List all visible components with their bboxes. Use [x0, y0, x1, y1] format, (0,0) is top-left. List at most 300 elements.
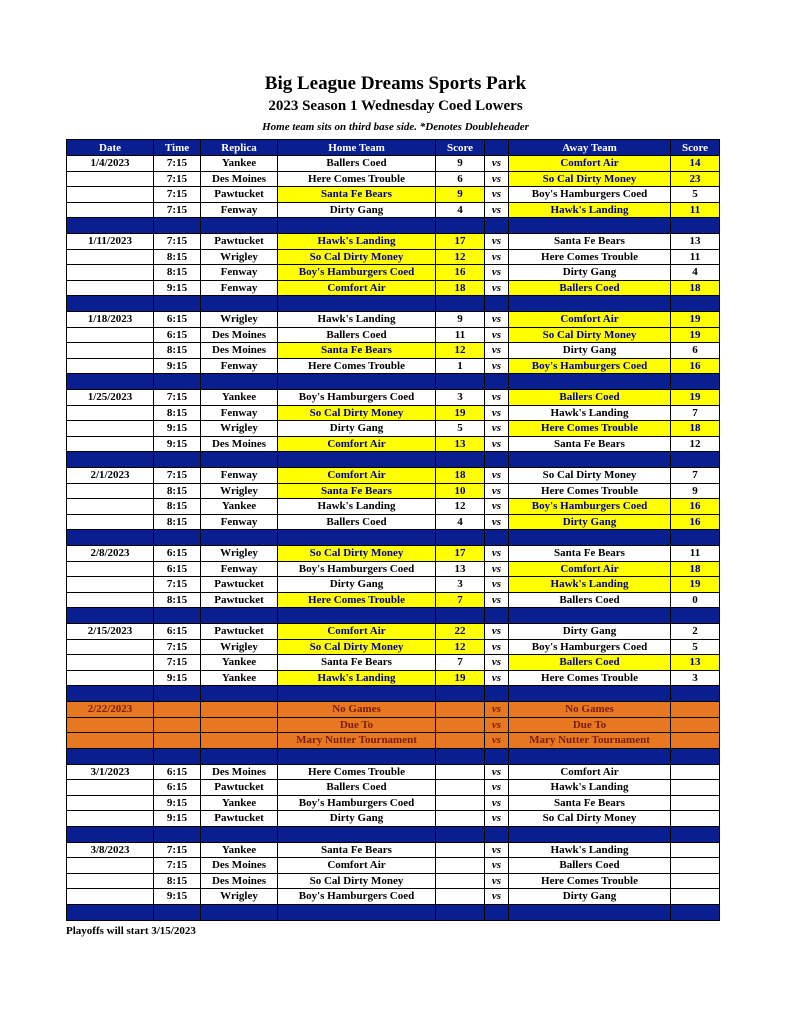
vs-label: vs	[485, 764, 509, 780]
week-separator	[67, 374, 720, 390]
home-score: 12	[436, 343, 485, 359]
game-time: 8:15	[154, 265, 201, 281]
away-score: 18	[671, 561, 720, 577]
game-date	[67, 858, 154, 874]
away-team: Dirty Gang	[509, 265, 671, 281]
home-team: Here Comes Trouble	[278, 764, 436, 780]
vs-label: vs	[485, 327, 509, 343]
home-team: Here Comes Trouble	[278, 592, 436, 608]
game-time: 6:15	[154, 546, 201, 562]
home-score: 12	[436, 499, 485, 515]
separator-cell	[509, 218, 671, 234]
game-date: 2/22/2023	[67, 702, 154, 718]
home-score	[436, 889, 485, 905]
game-time: 9:15	[154, 670, 201, 686]
game-field: Yankee	[201, 670, 278, 686]
schedule-table	[66, 139, 720, 921]
game-row	[67, 436, 720, 452]
game-row	[67, 717, 720, 733]
vs-label: vs	[485, 702, 509, 718]
away-team: Dirty Gang	[509, 624, 671, 640]
away-team: Here Comes Trouble	[509, 483, 671, 499]
vs-label: vs	[485, 624, 509, 640]
home-team: Ballers Coed	[278, 327, 436, 343]
game-time: 7:15	[154, 202, 201, 218]
away-score: 14	[671, 156, 720, 172]
game-field: Des Moines	[201, 858, 278, 874]
away-score: 11	[671, 546, 720, 562]
game-date	[67, 280, 154, 296]
vs-label: vs	[485, 670, 509, 686]
game-field: Pawtucket	[201, 577, 278, 593]
col-header-away-score: Score	[671, 140, 720, 156]
home-score	[436, 702, 485, 718]
away-score: 6	[671, 343, 720, 359]
home-team: Ballers Coed	[278, 514, 436, 530]
game-row	[67, 780, 720, 796]
home-team: So Cal Dirty Money	[278, 546, 436, 562]
home-score: 4	[436, 202, 485, 218]
game-row	[67, 561, 720, 577]
home-team: So Cal Dirty Money	[278, 639, 436, 655]
home-score: 9	[436, 187, 485, 203]
game-time: 8:15	[154, 873, 201, 889]
home-team: Santa Fe Bears	[278, 343, 436, 359]
away-score: 19	[671, 577, 720, 593]
game-field: Des Moines	[201, 343, 278, 359]
home-team: Hawk's Landing	[278, 312, 436, 328]
game-field: Fenway	[201, 468, 278, 484]
separator-cell	[201, 826, 278, 842]
home-team: So Cal Dirty Money	[278, 249, 436, 265]
home-score: 13	[436, 561, 485, 577]
game-row	[67, 514, 720, 530]
col-header-time: Time	[154, 140, 201, 156]
game-date	[67, 639, 154, 655]
vs-label: vs	[485, 639, 509, 655]
game-time: 8:15	[154, 592, 201, 608]
vs-label: vs	[485, 358, 509, 374]
vs-label: vs	[485, 780, 509, 796]
game-row	[67, 655, 720, 671]
game-row	[67, 202, 720, 218]
week-separator	[67, 686, 720, 702]
away-score	[671, 873, 720, 889]
home-score: 12	[436, 249, 485, 265]
away-team: Santa Fe Bears	[509, 234, 671, 250]
game-field: Yankee	[201, 499, 278, 515]
vs-label: vs	[485, 655, 509, 671]
away-score	[671, 795, 720, 811]
separator-cell	[67, 748, 154, 764]
separator-cell	[509, 374, 671, 390]
separator-cell	[278, 748, 436, 764]
col-header-date: Date	[67, 140, 154, 156]
vs-label: vs	[485, 187, 509, 203]
separator-cell	[154, 218, 201, 234]
game-row	[67, 670, 720, 686]
separator-cell	[509, 296, 671, 312]
away-team: Comfort Air	[509, 561, 671, 577]
separator-cell	[154, 296, 201, 312]
game-date	[67, 780, 154, 796]
game-time: 6:15	[154, 764, 201, 780]
separator-cell	[67, 374, 154, 390]
vs-label: vs	[485, 795, 509, 811]
game-time: 7:15	[154, 156, 201, 172]
separator-cell	[201, 452, 278, 468]
game-field: Fenway	[201, 280, 278, 296]
away-score: 19	[671, 390, 720, 406]
game-time: 7:15	[154, 655, 201, 671]
home-score: 9	[436, 312, 485, 328]
separator-cell	[671, 374, 720, 390]
separator-cell	[509, 686, 671, 702]
game-row	[67, 702, 720, 718]
vs-label: vs	[485, 546, 509, 562]
game-time: 9:15	[154, 436, 201, 452]
game-row	[67, 592, 720, 608]
home-score: 17	[436, 546, 485, 562]
separator-cell	[201, 374, 278, 390]
game-time: 8:15	[154, 499, 201, 515]
game-row	[67, 639, 720, 655]
game-row	[67, 483, 720, 499]
separator-cell	[436, 686, 485, 702]
col-header-vs	[485, 140, 509, 156]
game-field	[201, 702, 278, 718]
separator-cell	[278, 218, 436, 234]
separator-cell	[671, 452, 720, 468]
separator-cell	[201, 218, 278, 234]
game-time: 8:15	[154, 249, 201, 265]
vs-label: vs	[485, 733, 509, 749]
week-separator	[67, 452, 720, 468]
game-date	[67, 577, 154, 593]
home-score: 1	[436, 358, 485, 374]
vs-label: vs	[485, 514, 509, 530]
home-team: Santa Fe Bears	[278, 483, 436, 499]
vs-label: vs	[485, 499, 509, 515]
home-score: 11	[436, 327, 485, 343]
game-row	[67, 171, 720, 187]
game-date	[67, 249, 154, 265]
separator-cell	[154, 608, 201, 624]
schedule-body	[67, 156, 720, 921]
separator-cell	[485, 904, 509, 920]
game-field: Fenway	[201, 202, 278, 218]
vs-label: vs	[485, 889, 509, 905]
separator-cell	[509, 452, 671, 468]
separator-cell	[278, 296, 436, 312]
away-team: Hawk's Landing	[509, 405, 671, 421]
separator-cell	[201, 530, 278, 546]
home-team: Boy's Hamburgers Coed	[278, 265, 436, 281]
game-date	[67, 795, 154, 811]
separator-cell	[201, 608, 278, 624]
col-header-home-team: Home Team	[278, 140, 436, 156]
away-team: Due To	[509, 717, 671, 733]
away-score	[671, 889, 720, 905]
home-team: Santa Fe Bears	[278, 655, 436, 671]
game-field: Wrigley	[201, 546, 278, 562]
game-date	[67, 592, 154, 608]
week-separator	[67, 826, 720, 842]
game-time: 6:15	[154, 780, 201, 796]
home-team: Hawk's Landing	[278, 234, 436, 250]
away-score: 12	[671, 436, 720, 452]
home-team: Dirty Gang	[278, 577, 436, 593]
col-header-away-team: Away Team	[509, 140, 671, 156]
away-score	[671, 842, 720, 858]
vs-label: vs	[485, 842, 509, 858]
vs-label: vs	[485, 421, 509, 437]
game-field: Pawtucket	[201, 811, 278, 827]
game-date: 1/11/2023	[67, 234, 154, 250]
game-field: Des Moines	[201, 764, 278, 780]
game-date: 3/1/2023	[67, 764, 154, 780]
away-score: 16	[671, 514, 720, 530]
game-date	[67, 499, 154, 515]
game-field	[201, 733, 278, 749]
away-team: Boy's Hamburgers Coed	[509, 639, 671, 655]
game-time: 9:15	[154, 795, 201, 811]
game-field: Des Moines	[201, 436, 278, 452]
home-score: 3	[436, 577, 485, 593]
vs-label: vs	[485, 858, 509, 874]
away-score	[671, 811, 720, 827]
home-score: 19	[436, 670, 485, 686]
game-date: 1/4/2023	[67, 156, 154, 172]
game-row	[67, 265, 720, 281]
away-score: 7	[671, 468, 720, 484]
game-date	[67, 733, 154, 749]
separator-cell	[278, 374, 436, 390]
game-date	[67, 187, 154, 203]
separator-cell	[67, 904, 154, 920]
separator-cell	[509, 748, 671, 764]
separator-cell	[485, 748, 509, 764]
game-date	[67, 327, 154, 343]
game-date	[67, 514, 154, 530]
home-score: 3	[436, 390, 485, 406]
game-row	[67, 312, 720, 328]
game-date	[67, 358, 154, 374]
away-team: So Cal Dirty Money	[509, 327, 671, 343]
away-score: 9	[671, 483, 720, 499]
away-score: 11	[671, 202, 720, 218]
separator-cell	[485, 608, 509, 624]
game-row	[67, 280, 720, 296]
game-field: Pawtucket	[201, 780, 278, 796]
week-separator	[67, 296, 720, 312]
separator-cell	[671, 748, 720, 764]
game-row	[67, 405, 720, 421]
game-field: Wrigley	[201, 312, 278, 328]
away-score: 16	[671, 358, 720, 374]
away-team: Dirty Gang	[509, 514, 671, 530]
vs-label: vs	[485, 280, 509, 296]
away-team: Ballers Coed	[509, 655, 671, 671]
separator-cell	[278, 826, 436, 842]
game-field: Fenway	[201, 514, 278, 530]
away-team: Ballers Coed	[509, 280, 671, 296]
home-score	[436, 780, 485, 796]
home-score: 5	[436, 421, 485, 437]
game-row	[67, 873, 720, 889]
home-score	[436, 842, 485, 858]
game-date: 1/25/2023	[67, 390, 154, 406]
home-team: Ballers Coed	[278, 780, 436, 796]
away-score: 13	[671, 234, 720, 250]
game-field: Pawtucket	[201, 187, 278, 203]
separator-cell	[671, 826, 720, 842]
vs-label: vs	[485, 343, 509, 359]
separator-cell	[67, 218, 154, 234]
game-row	[67, 889, 720, 905]
week-separator	[67, 608, 720, 624]
vs-label: vs	[485, 561, 509, 577]
game-field: Yankee	[201, 842, 278, 858]
home-team: Dirty Gang	[278, 202, 436, 218]
separator-cell	[436, 608, 485, 624]
game-date	[67, 265, 154, 281]
home-score: 17	[436, 234, 485, 250]
separator-cell	[201, 748, 278, 764]
away-team: So Cal Dirty Money	[509, 811, 671, 827]
separator-cell	[485, 686, 509, 702]
game-date: 2/1/2023	[67, 468, 154, 484]
away-score: 18	[671, 421, 720, 437]
separator-cell	[67, 686, 154, 702]
game-row	[67, 858, 720, 874]
game-date: 3/8/2023	[67, 842, 154, 858]
game-time: 6:15	[154, 327, 201, 343]
home-team: Boy's Hamburgers Coed	[278, 889, 436, 905]
away-score: 0	[671, 592, 720, 608]
game-row	[67, 234, 720, 250]
game-date	[67, 483, 154, 499]
home-score: 13	[436, 436, 485, 452]
game-time: 9:15	[154, 280, 201, 296]
away-score: 13	[671, 655, 720, 671]
separator-cell	[154, 826, 201, 842]
away-score	[671, 702, 720, 718]
game-field: Wrigley	[201, 483, 278, 499]
away-team: So Cal Dirty Money	[509, 171, 671, 187]
home-score	[436, 764, 485, 780]
game-time: 8:15	[154, 405, 201, 421]
separator-cell	[485, 530, 509, 546]
home-score	[436, 795, 485, 811]
home-score: 12	[436, 639, 485, 655]
separator-cell	[278, 452, 436, 468]
game-time: 6:15	[154, 312, 201, 328]
home-score: 10	[436, 483, 485, 499]
separator-cell	[67, 826, 154, 842]
game-date	[67, 343, 154, 359]
game-field: Fenway	[201, 405, 278, 421]
vs-label: vs	[485, 156, 509, 172]
schedule-note: Home team sits on third base side. *Denotes Doubleheader	[262, 121, 529, 133]
game-time: 7:15	[154, 842, 201, 858]
game-time: 9:15	[154, 889, 201, 905]
game-field: Fenway	[201, 358, 278, 374]
game-field: Wrigley	[201, 889, 278, 905]
home-score: 18	[436, 468, 485, 484]
home-score: 19	[436, 405, 485, 421]
away-team: Santa Fe Bears	[509, 546, 671, 562]
game-field: Des Moines	[201, 171, 278, 187]
game-row	[67, 795, 720, 811]
home-score: 18	[436, 280, 485, 296]
away-team: Here Comes Trouble	[509, 421, 671, 437]
game-field: Pawtucket	[201, 592, 278, 608]
vs-label: vs	[485, 390, 509, 406]
game-time	[154, 733, 201, 749]
game-date: 2/15/2023	[67, 624, 154, 640]
home-score	[436, 717, 485, 733]
page-subtitle: 2023 Season 1 Wednesday Coed Lowers	[268, 98, 523, 114]
game-row	[67, 358, 720, 374]
away-team: Comfort Air	[509, 764, 671, 780]
vs-label: vs	[485, 873, 509, 889]
game-date	[67, 561, 154, 577]
vs-label: vs	[485, 265, 509, 281]
separator-cell	[671, 608, 720, 624]
separator-cell	[201, 904, 278, 920]
playoffs-footer: Playoffs will start 3/15/2023	[66, 925, 196, 937]
game-date	[67, 171, 154, 187]
home-team: Comfort Air	[278, 436, 436, 452]
home-team: Boy's Hamburgers Coed	[278, 795, 436, 811]
home-score	[436, 733, 485, 749]
away-score: 7	[671, 405, 720, 421]
home-team: Dirty Gang	[278, 421, 436, 437]
game-time: 7:15	[154, 187, 201, 203]
home-score: 16	[436, 265, 485, 281]
game-field: Wrigley	[201, 639, 278, 655]
away-team: Ballers Coed	[509, 390, 671, 406]
week-separator	[67, 530, 720, 546]
home-team: Boy's Hamburgers Coed	[278, 390, 436, 406]
home-team: Comfort Air	[278, 468, 436, 484]
vs-label: vs	[485, 592, 509, 608]
separator-cell	[509, 904, 671, 920]
separator-cell	[436, 748, 485, 764]
separator-cell	[67, 530, 154, 546]
away-score	[671, 858, 720, 874]
home-team: Due To	[278, 717, 436, 733]
away-team: Dirty Gang	[509, 889, 671, 905]
away-score: 2	[671, 624, 720, 640]
game-time: 9:15	[154, 358, 201, 374]
vs-label: vs	[485, 811, 509, 827]
separator-cell	[436, 296, 485, 312]
game-row	[67, 187, 720, 203]
game-time: 6:15	[154, 624, 201, 640]
game-date	[67, 202, 154, 218]
col-header-replica: Replica	[201, 140, 278, 156]
game-field: Yankee	[201, 390, 278, 406]
away-score: 19	[671, 327, 720, 343]
away-team: Hawk's Landing	[509, 780, 671, 796]
game-time	[154, 717, 201, 733]
game-row	[67, 343, 720, 359]
separator-cell	[485, 826, 509, 842]
home-score: 7	[436, 655, 485, 671]
separator-cell	[485, 452, 509, 468]
